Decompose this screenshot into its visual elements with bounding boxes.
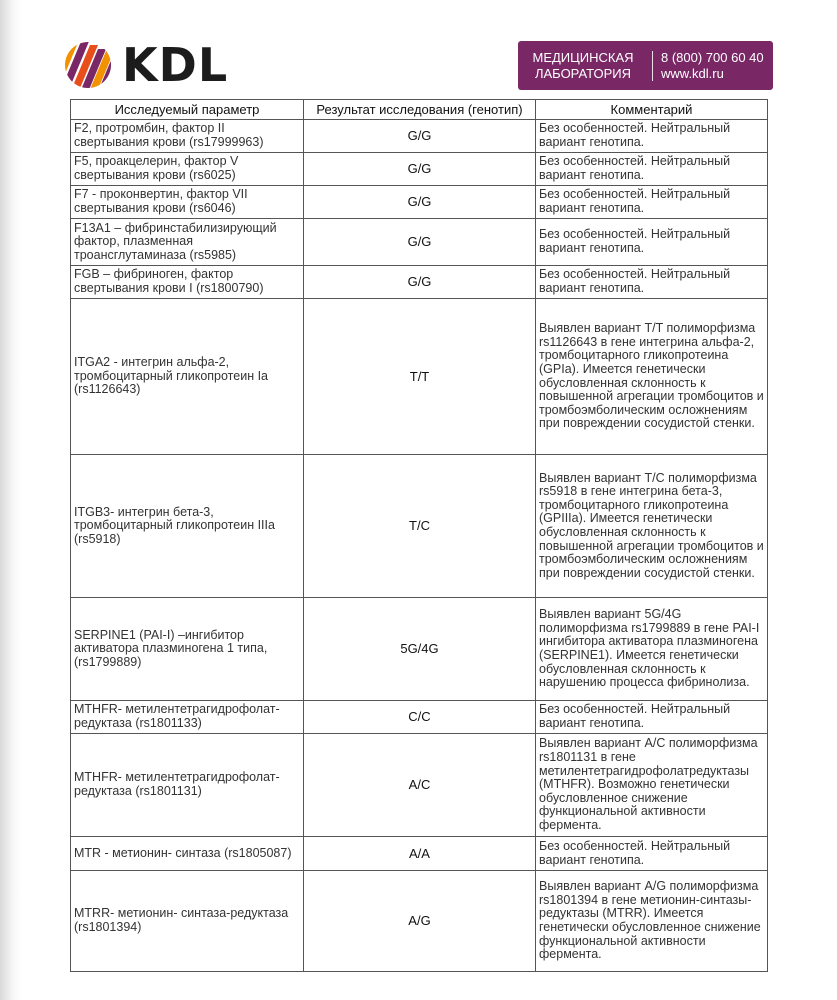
genotype-cell: G/G [304,219,536,266]
table-row [71,299,768,455]
genotype-cell: G/G [304,120,536,153]
parameter-cell: ITGA2 - интегрин альфа-2, тромбоцитарный гликопротеин Ia (rs1126643) [71,299,304,455]
genotype-cell: T/T [304,299,536,455]
table-row [71,734,768,837]
logo-wordmark: KDL [122,38,229,92]
column-header-parameter: Исследуемый параметр [71,100,304,120]
parameter-cell: FGB – фибриноген, фактор свертывания крови I (rs1800790) [71,266,304,299]
page-edge-shadow [0,0,22,1000]
genotype-cell: T/C [304,455,536,598]
lab-label-line2: ЛАБОРАТОРИЯ [534,65,632,81]
kdl-logo [64,40,228,90]
genotype-cell: A/C [304,734,536,837]
lab-contacts [661,50,773,82]
genotype-cell: 5G/4G [304,598,536,701]
parameter-cell: MTR - метионин- синтаза (rs1805087) [71,837,304,871]
table-header-row [71,100,768,120]
parameter-cell: F7 - проконвертин, фактор VII свертывания крови (rs6046) [71,186,304,219]
parameter-cell: F2, протромбин, фактор II свертывания крови (rs17999963) [71,120,304,153]
table-row [71,266,768,299]
genotype-cell: A/A [304,837,536,871]
comment-cell: Без особенностей. Нейтральный вариант генотипа. [536,266,768,299]
lab-label-line1: МЕДИЦИНСКАЯ [532,49,634,65]
genotype-cell: G/G [304,153,536,186]
parameter-cell: F5, проакцелерин, фактор V свертывания крови (rs6025) [71,153,304,186]
parameter-cell: MTRR- метионин- синтаза-редуктаза (rs1801394) [71,871,304,972]
table-row [71,455,768,598]
parameter-cell: MTHFR- метилентетрагидрофолат-редуктаза (rs1801131) [71,734,304,837]
comment-cell: Без особенностей. Нейтральный вариант генотипа. [536,219,768,266]
comment-cell: Без особенностей. Нейтральный вариант генотипа. [536,120,768,153]
table-row [71,186,768,219]
lab-website: www.kdl.ru [661,65,724,81]
table-row [71,701,768,734]
table-row [71,871,768,972]
parameter-cell: ITGB3- интегрин бета-3, тромбоцитарный гликопротеин IIIa (rs5918) [71,455,304,598]
table-row [71,837,768,871]
genotype-results-table [70,99,768,972]
lab-label [518,50,644,82]
parameter-cell: F13A1 – фибринстабилизирующий фактор, плазменная троансглутаминаза (rs5985) [71,219,304,266]
banner-divider [652,51,653,81]
comment-cell: Выявлен вариант 5G/4G полиморфизма rs1799889 в гене PAI-I ингибитора активатора плазминогена (SERPINE1). Имеется генетически обусловленная склонность к нарушению процесса фибринолиза. [536,598,768,701]
genotype-cell: A/G [304,871,536,972]
comment-cell: Выявлен вариант T/T полиморфизма rs1126643 в гене интегрина альфа-2, тромбоцитарного гликопротеина (GPIa). Имеется генетически обусловленная склонность к повышенной агрегации тромбоцитов и тромбоэмболическим осложнениям при повреждении сосудистой стенки. [536,299,768,455]
genotype-cell: G/G [304,186,536,219]
lab-contact-banner [518,41,773,90]
comment-cell: Выявлен вариант A/C полиморфизма rs1801131 в гене метилентетрагидрофолатредуктазы (MTHFR). Возможно генетически обусловленное снижение функциональной активности фермента. [536,734,768,837]
comment-cell: Без особенностей. Нейтральный вариант генотипа. [536,837,768,871]
comment-cell: Без особенностей. Нейтральный вариант генотипа. [536,186,768,219]
table-row [71,598,768,701]
lab-phone: 8 (800) 700 60 40 [661,49,764,65]
column-header-genotype: Результат исследования (генотип) [304,100,536,120]
comment-cell: Выявлен вариант T/C полиморфизма rs5918 в гене интегрина бета-3, тромбоцитарного гликопротеина (GPIIIa). Имеется генетически обусловленная склонность к повышенной агрегации тромбоцитов и тромбоэмболическим осложнениям при повреждении сосудистой стенки. [536,455,768,598]
comment-cell: Выявлен вариант A/G полиморфизма rs1801394 в гене метионин-синтазы-редуктазы (MTRR). Имеется генетически обусловленное снижение функциональной активности фермента. [536,871,768,972]
genotype-cell: C/C [304,701,536,734]
comment-cell: Без особенностей. Нейтральный вариант генотипа. [536,153,768,186]
column-header-comment: Комментарий [536,100,768,120]
genotype-cell: G/G [304,266,536,299]
parameter-cell: MTHFR- метилентетрагидрофолат-редуктаза (rs1801133) [71,701,304,734]
kdl-logo-icon [64,41,112,89]
table-row [71,219,768,266]
parameter-cell: SERPINE1 (PAI-I) –ингибитор активатора плазминогена 1 типа, (rs1799889) [71,598,304,701]
table-row [71,120,768,153]
comment-cell: Без особенностей. Нейтральный вариант генотипа. [536,701,768,734]
table-row [71,153,768,186]
